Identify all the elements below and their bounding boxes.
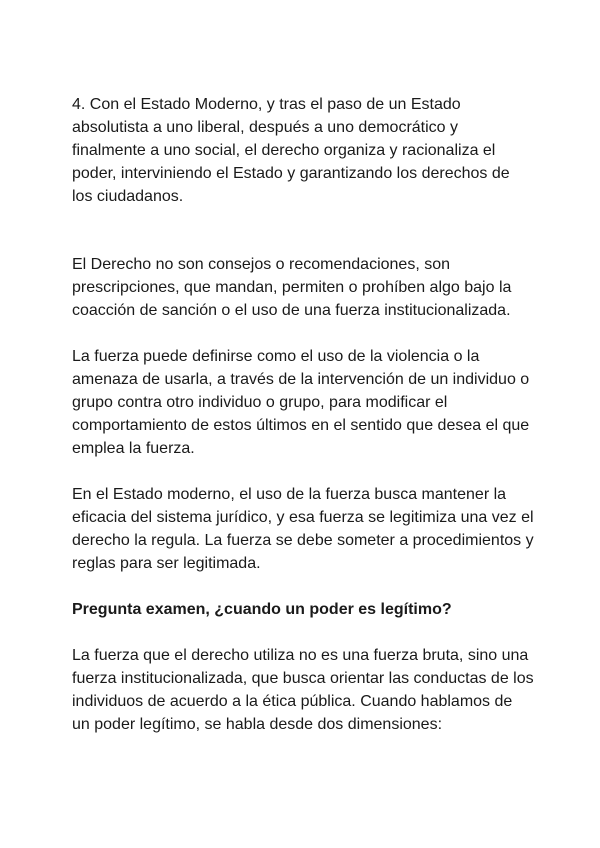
paragraph-derecho-prescripciones: El Derecho no son consejos o recomendaciones, son prescripciones, que mandan, permiten o prohíben algo bajo la coacción de sanción o el uso de una fuerza institucionalizada. xyxy=(72,256,512,319)
paragraph-spacer xyxy=(72,208,534,253)
document-body xyxy=(72,93,534,736)
paragraph-spacer xyxy=(72,322,534,345)
paragraph-poder-legitimo: La fuerza que el derecho utiliza no es una fuerza bruta, sino una fuerza institucionalizada, que busca orientar las conductas de los individuos de acuerdo a la ética pública. Cuando hablamos de un poder legítimo, se habla desde dos dimensiones: xyxy=(72,647,534,733)
exam-question-heading: Pregunta examen, ¿cuando un poder es legítimo? xyxy=(72,601,452,618)
paragraph-uso-fuerza: En el Estado moderno, el uso de la fuerza busca mantener la eficacia del sistema jurídico, y esa fuerza se legitimiza una vez el derecho la regula. La fuerza se debe someter a procedimientos y reglas para ser legitimada. xyxy=(72,486,534,572)
paragraph-spacer xyxy=(72,460,534,483)
paragraph-definicion-fuerza: La fuerza puede definirse como el uso de la violencia o la amenaza de usarla, a través de la intervención de un individuo o grupo contra otro individuo o grupo, para modificar el comportamiento de estos últimos en el sentido que desea el que emplea la fuerza. xyxy=(72,348,530,457)
paragraph-estado-moderno: 4. Con el Estado Moderno, y tras el paso de un Estado absolutista a uno liberal, después a uno democrático y finalmente a uno social, el derecho organiza y racionaliza el poder, interviniendo el Estado y garantizando los derechos de los ciudadanos. xyxy=(72,96,510,205)
paragraph-spacer xyxy=(72,621,534,644)
paragraph-spacer xyxy=(72,575,534,598)
